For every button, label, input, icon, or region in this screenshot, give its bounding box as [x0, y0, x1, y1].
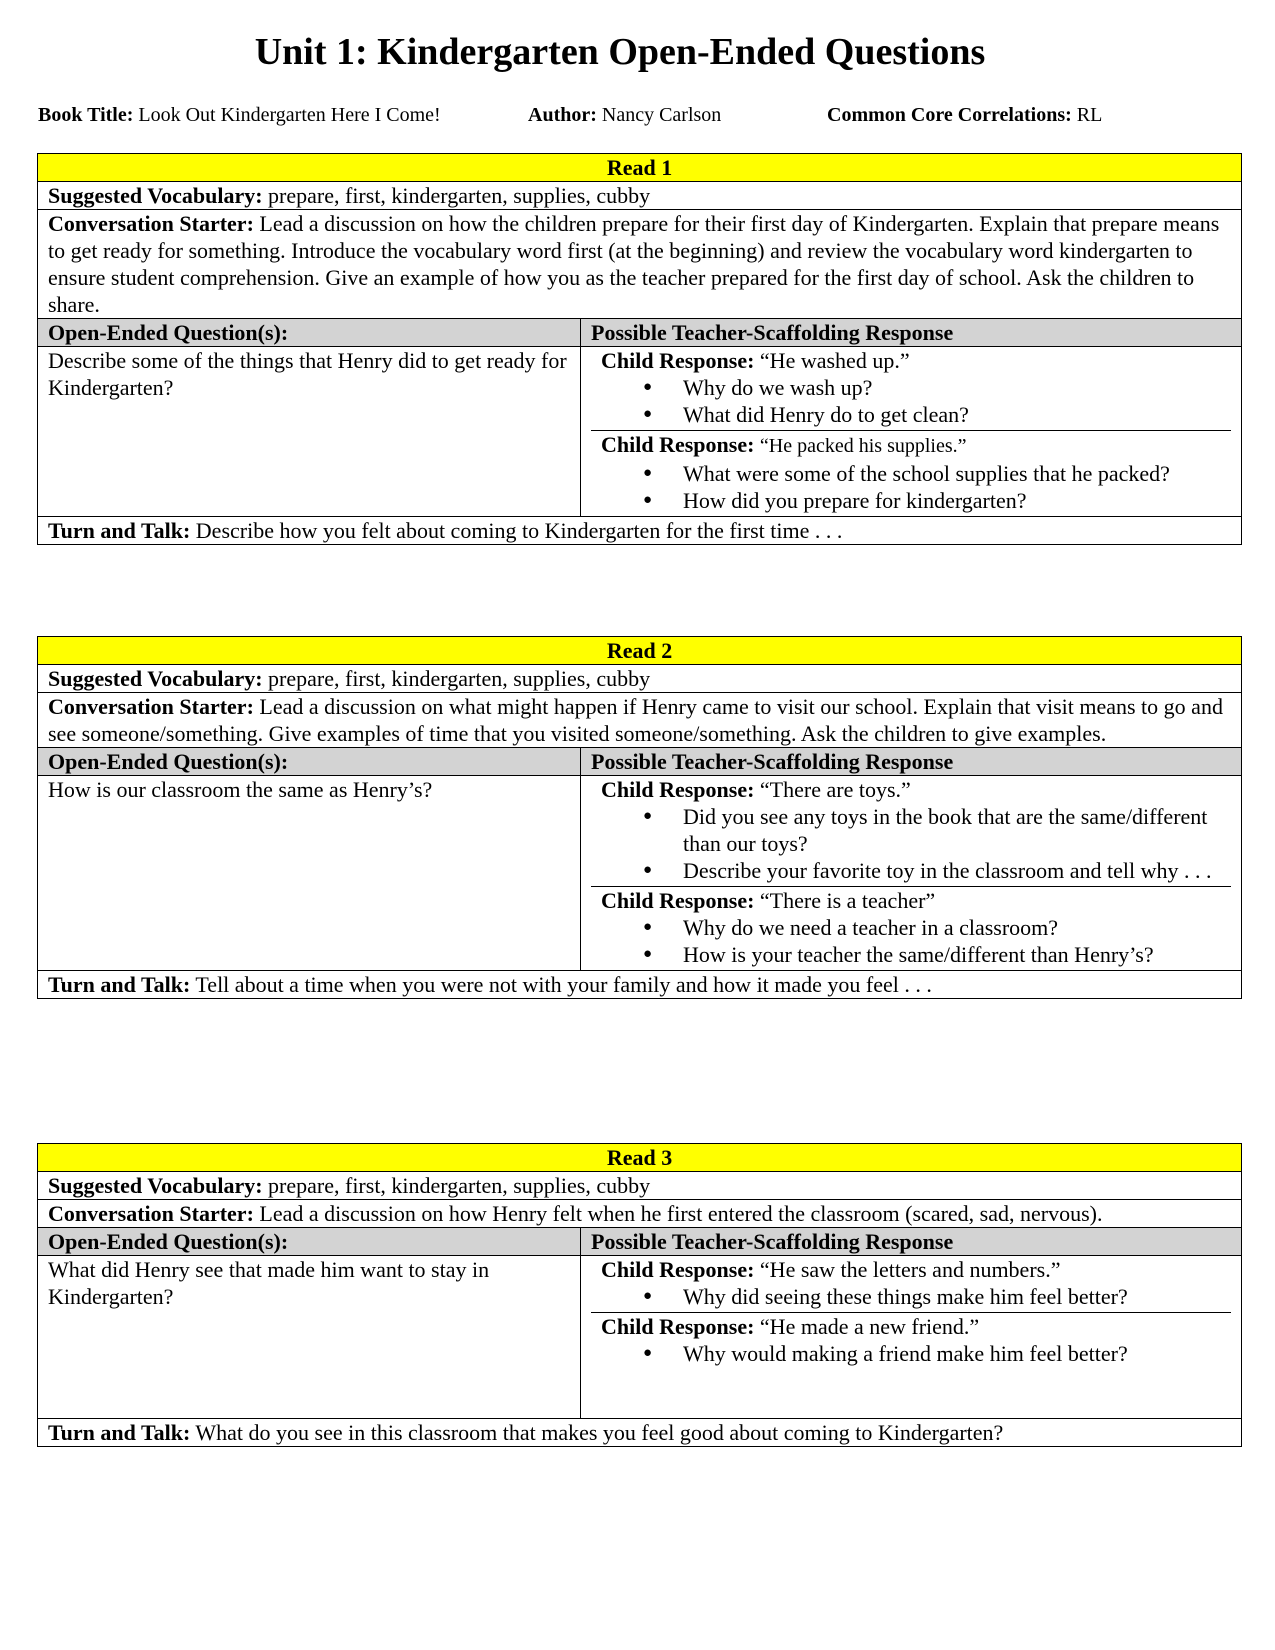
open-ended-question: How is our classroom the same as Henry’s?: [38, 776, 581, 971]
vocabulary-row: [38, 665, 1242, 693]
open-ended-question: What did Henry see that made him want to stay in Kindergarten?: [38, 1256, 581, 1419]
scaffold-header: Possible Teacher-Scaffolding Response: [581, 1228, 1242, 1256]
vocabulary-label: Suggested Vocabulary:: [48, 666, 263, 691]
book-title-value: Look Out Kindergarten Here I Come!: [138, 104, 441, 126]
child-response: [591, 1312, 1231, 1369]
child-response: [591, 776, 1231, 886]
child-response-label: Child Response:: [601, 432, 755, 457]
conversation-starter-text: Lead a discussion on what might happen if Henry came to visit our school. Explain that visit means to go and see someone/something. Give examples of time that you visited someone/something. Ask the children to give examples.: [48, 694, 1223, 746]
scaffold-bullet: ● Why would making a friend make him feel better?: [683, 1340, 1221, 1367]
conversation-starter-row: [38, 210, 1242, 319]
read-1-table: [37, 153, 1242, 545]
vocabulary-label: Suggested Vocabulary:: [48, 183, 263, 208]
turn-and-talk-row: [38, 971, 1242, 999]
scaffold-bullet: ● Why do we wash up?: [683, 374, 1221, 401]
turn-and-talk-label: Turn and Talk:: [48, 518, 191, 543]
open-ended-question: Describe some of the things that Henry did to get ready for Kindergarten?: [38, 347, 581, 517]
conversation-starter-text: Lead a discussion on how Henry felt when he first entered the classroom (scared, sad, nervous).: [259, 1201, 1103, 1226]
child-response-quote: “There is a teacher”: [759, 888, 936, 913]
child-response-label: Child Response:: [601, 1314, 755, 1339]
common-core-label: Common Core Correlations:: [827, 104, 1072, 126]
conversation-starter-row: [38, 693, 1242, 748]
vocabulary-label: Suggested Vocabulary:: [48, 1173, 263, 1198]
child-response: [591, 430, 1231, 516]
vocabulary-text: prepare, first, kindergarten, supplies, cubby: [268, 183, 651, 208]
author-field: [528, 104, 721, 127]
read-heading: Read 2: [38, 637, 1242, 665]
scaffold-bullet: ● Did you see any toys in the book that are the same/different than our toys?: [683, 803, 1221, 857]
book-title-label: Book Title:: [38, 104, 134, 126]
scaffold-bullet: ● Why did seeing these things make him feel better?: [683, 1283, 1221, 1310]
vocabulary-text: prepare, first, kindergarten, supplies, cubby: [268, 666, 651, 691]
read-heading: Read 1: [38, 154, 1242, 182]
conversation-starter-row: [38, 1200, 1242, 1228]
conversation-starter-label: Conversation Starter:: [48, 694, 254, 719]
child-response-quote: “He washed up.”: [759, 348, 910, 373]
vocabulary-row: [38, 1172, 1242, 1200]
read-heading: Read 3: [38, 1144, 1242, 1172]
turn-and-talk-text: What do you see in this classroom that makes you feel good about coming to Kindergarten?: [195, 1420, 1004, 1445]
vocabulary-text: prepare, first, kindergarten, supplies, cubby: [268, 1173, 651, 1198]
child-response-quote: “There are toys.”: [759, 777, 911, 802]
conversation-starter-label: Conversation Starter:: [48, 211, 254, 236]
conversation-starter-text: Lead a discussion on how the children prepare for their first day of Kindergarten. Explain that prepare means to get ready for something. Introduce the vocabulary word first (at the beginning) and review the vocabulary word kindergarten to ensure student comprehension. Give an example of how you as the teacher prepared for the first day of school. Ask the children to share.: [48, 211, 1220, 317]
common-core-field: [827, 104, 1102, 127]
vocabulary-row: [38, 182, 1242, 210]
scaffold-bullet: ● Describe your favorite toy in the classroom and tell why . . .: [683, 857, 1221, 884]
child-response-label: Child Response:: [601, 1257, 755, 1282]
turn-and-talk-row: [38, 1419, 1242, 1447]
scaffold-header: Possible Teacher-Scaffolding Response: [581, 748, 1242, 776]
book-meta: [38, 104, 1103, 127]
scaffold-bullet: ● What were some of the school supplies that he packed?: [683, 460, 1221, 487]
child-response-label: Child Response:: [601, 888, 755, 913]
author-label: Author:: [528, 104, 597, 126]
turn-and-talk-label: Turn and Talk:: [48, 972, 191, 997]
book-title-field: [38, 104, 441, 126]
question-header: Open-Ended Question(s):: [38, 1228, 581, 1256]
scaffold-responses: [581, 776, 1242, 971]
child-response-label: Child Response:: [601, 777, 755, 802]
scaffold-bullet: ● How is your teacher the same/different than Henry’s?: [683, 941, 1221, 968]
scaffold-bullet: ● How did you prepare for kindergarten?: [683, 487, 1221, 514]
scaffold-header: Possible Teacher-Scaffolding Response: [581, 319, 1242, 347]
question-header: Open-Ended Question(s):: [38, 748, 581, 776]
read-2-table: [37, 636, 1242, 999]
child-response-quote: “He made a new friend.”: [759, 1314, 980, 1339]
child-response: [591, 886, 1231, 970]
author-value: Nancy Carlson: [601, 104, 722, 126]
child-response-label: Child Response:: [601, 348, 755, 373]
turn-and-talk-text: Tell about a time when you were not with your family and how it made you feel . . .: [195, 972, 932, 997]
child-response: [591, 1256, 1231, 1312]
child-response: [591, 347, 1231, 430]
question-header: Open-Ended Question(s):: [38, 319, 581, 347]
turn-and-talk-text: Describe how you felt about coming to Kindergarten for the first time . . .: [195, 518, 843, 543]
read-3-table: [37, 1143, 1242, 1447]
scaffold-responses: [581, 347, 1242, 517]
common-core-value: RL: [1076, 104, 1103, 126]
page-title: Unit 1: Kindergarten Open-Ended Questions: [254, 31, 986, 73]
turn-and-talk-label: Turn and Talk:: [48, 1420, 191, 1445]
scaffold-bullet: ● What did Henry do to get clean?: [683, 401, 1221, 428]
child-response-quote: “He saw the letters and numbers.”: [759, 1257, 1061, 1282]
scaffold-responses: [581, 1256, 1242, 1419]
child-response-quote: “He packed his supplies.”: [759, 435, 967, 457]
scaffold-bullet: ● Why do we need a teacher in a classroom?: [683, 914, 1221, 941]
conversation-starter-label: Conversation Starter:: [48, 1201, 254, 1226]
turn-and-talk-row: [38, 517, 1242, 545]
